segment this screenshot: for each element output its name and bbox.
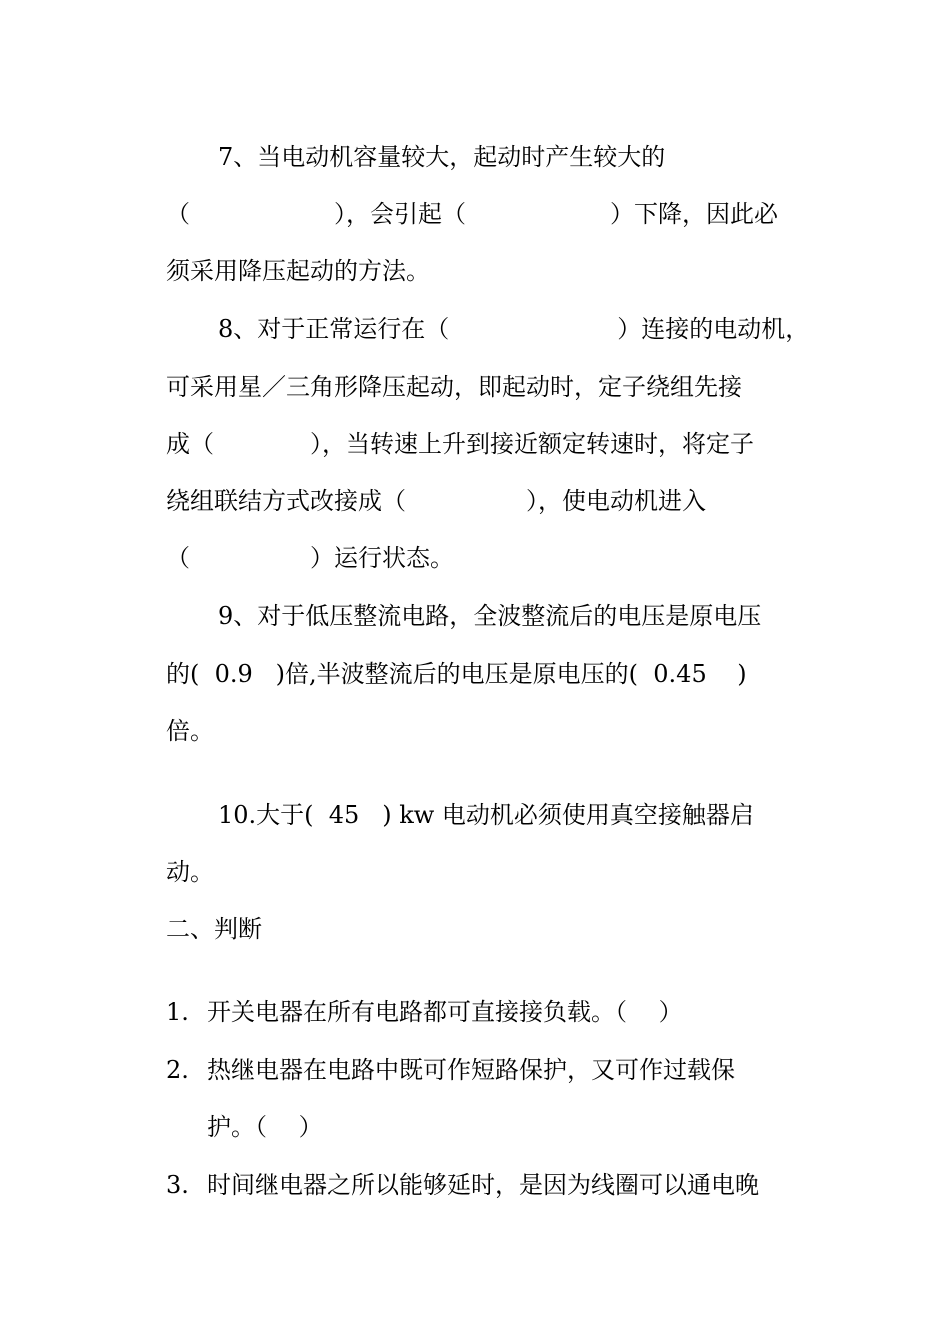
q7-line3: 须采用降压起动的方法。 (166, 257, 430, 285)
q8-line3: 成（ ），当转速上升到接近额定转速时，将定子 (166, 430, 754, 458)
judgement-number: 2. (166, 1056, 189, 1084)
q7-line2: （ ），会引起（ ）下降，因此必 (166, 200, 778, 228)
section-heading: 二、判断 (166, 915, 262, 943)
judgement-item-3: 时间继电器之所以能够延时，是因为线圈可以通电晚 (207, 1171, 759, 1199)
q8-line2: 可采用星／三角形降压起动，即起动时，定子绕组先接 (166, 373, 742, 401)
q8-line5: （ ）运行状态。 (166, 544, 454, 572)
q9-line2: 的( 0.9 )倍,半波整流后的电压是原电压的( 0.45 ) (166, 660, 747, 688)
judgement-number: 3. (166, 1171, 189, 1199)
q9-line3: 倍。 (166, 717, 214, 745)
q10-line2: 动。 (166, 858, 214, 886)
q7-line1: 7、当电动机容量较大，起动时产生较大的 (218, 143, 666, 171)
q8-line4: 绕组联结方式改接成（ ），使电动机进入 (166, 487, 706, 515)
judgement-item-2-line1: 热继电器在电路中既可作短路保护，又可作过载保 (207, 1056, 735, 1084)
q8-line1: 8、对于正常运行在（ ）连接的电动机， (218, 315, 810, 343)
judgement-item-1: 开关电器在所有电路都可直接接负载。（ ） (207, 998, 683, 1026)
judgement-item-2-line2: 护。（ ） (207, 1113, 323, 1141)
q10-line1: 10.大于( 45 ) kw 电动机必须使用真空接触器启 (218, 801, 754, 829)
judgement-number: 1. (166, 998, 189, 1026)
q9-line1: 9、对于低压整流电路，全波整流后的电压是原电压 (218, 602, 762, 630)
